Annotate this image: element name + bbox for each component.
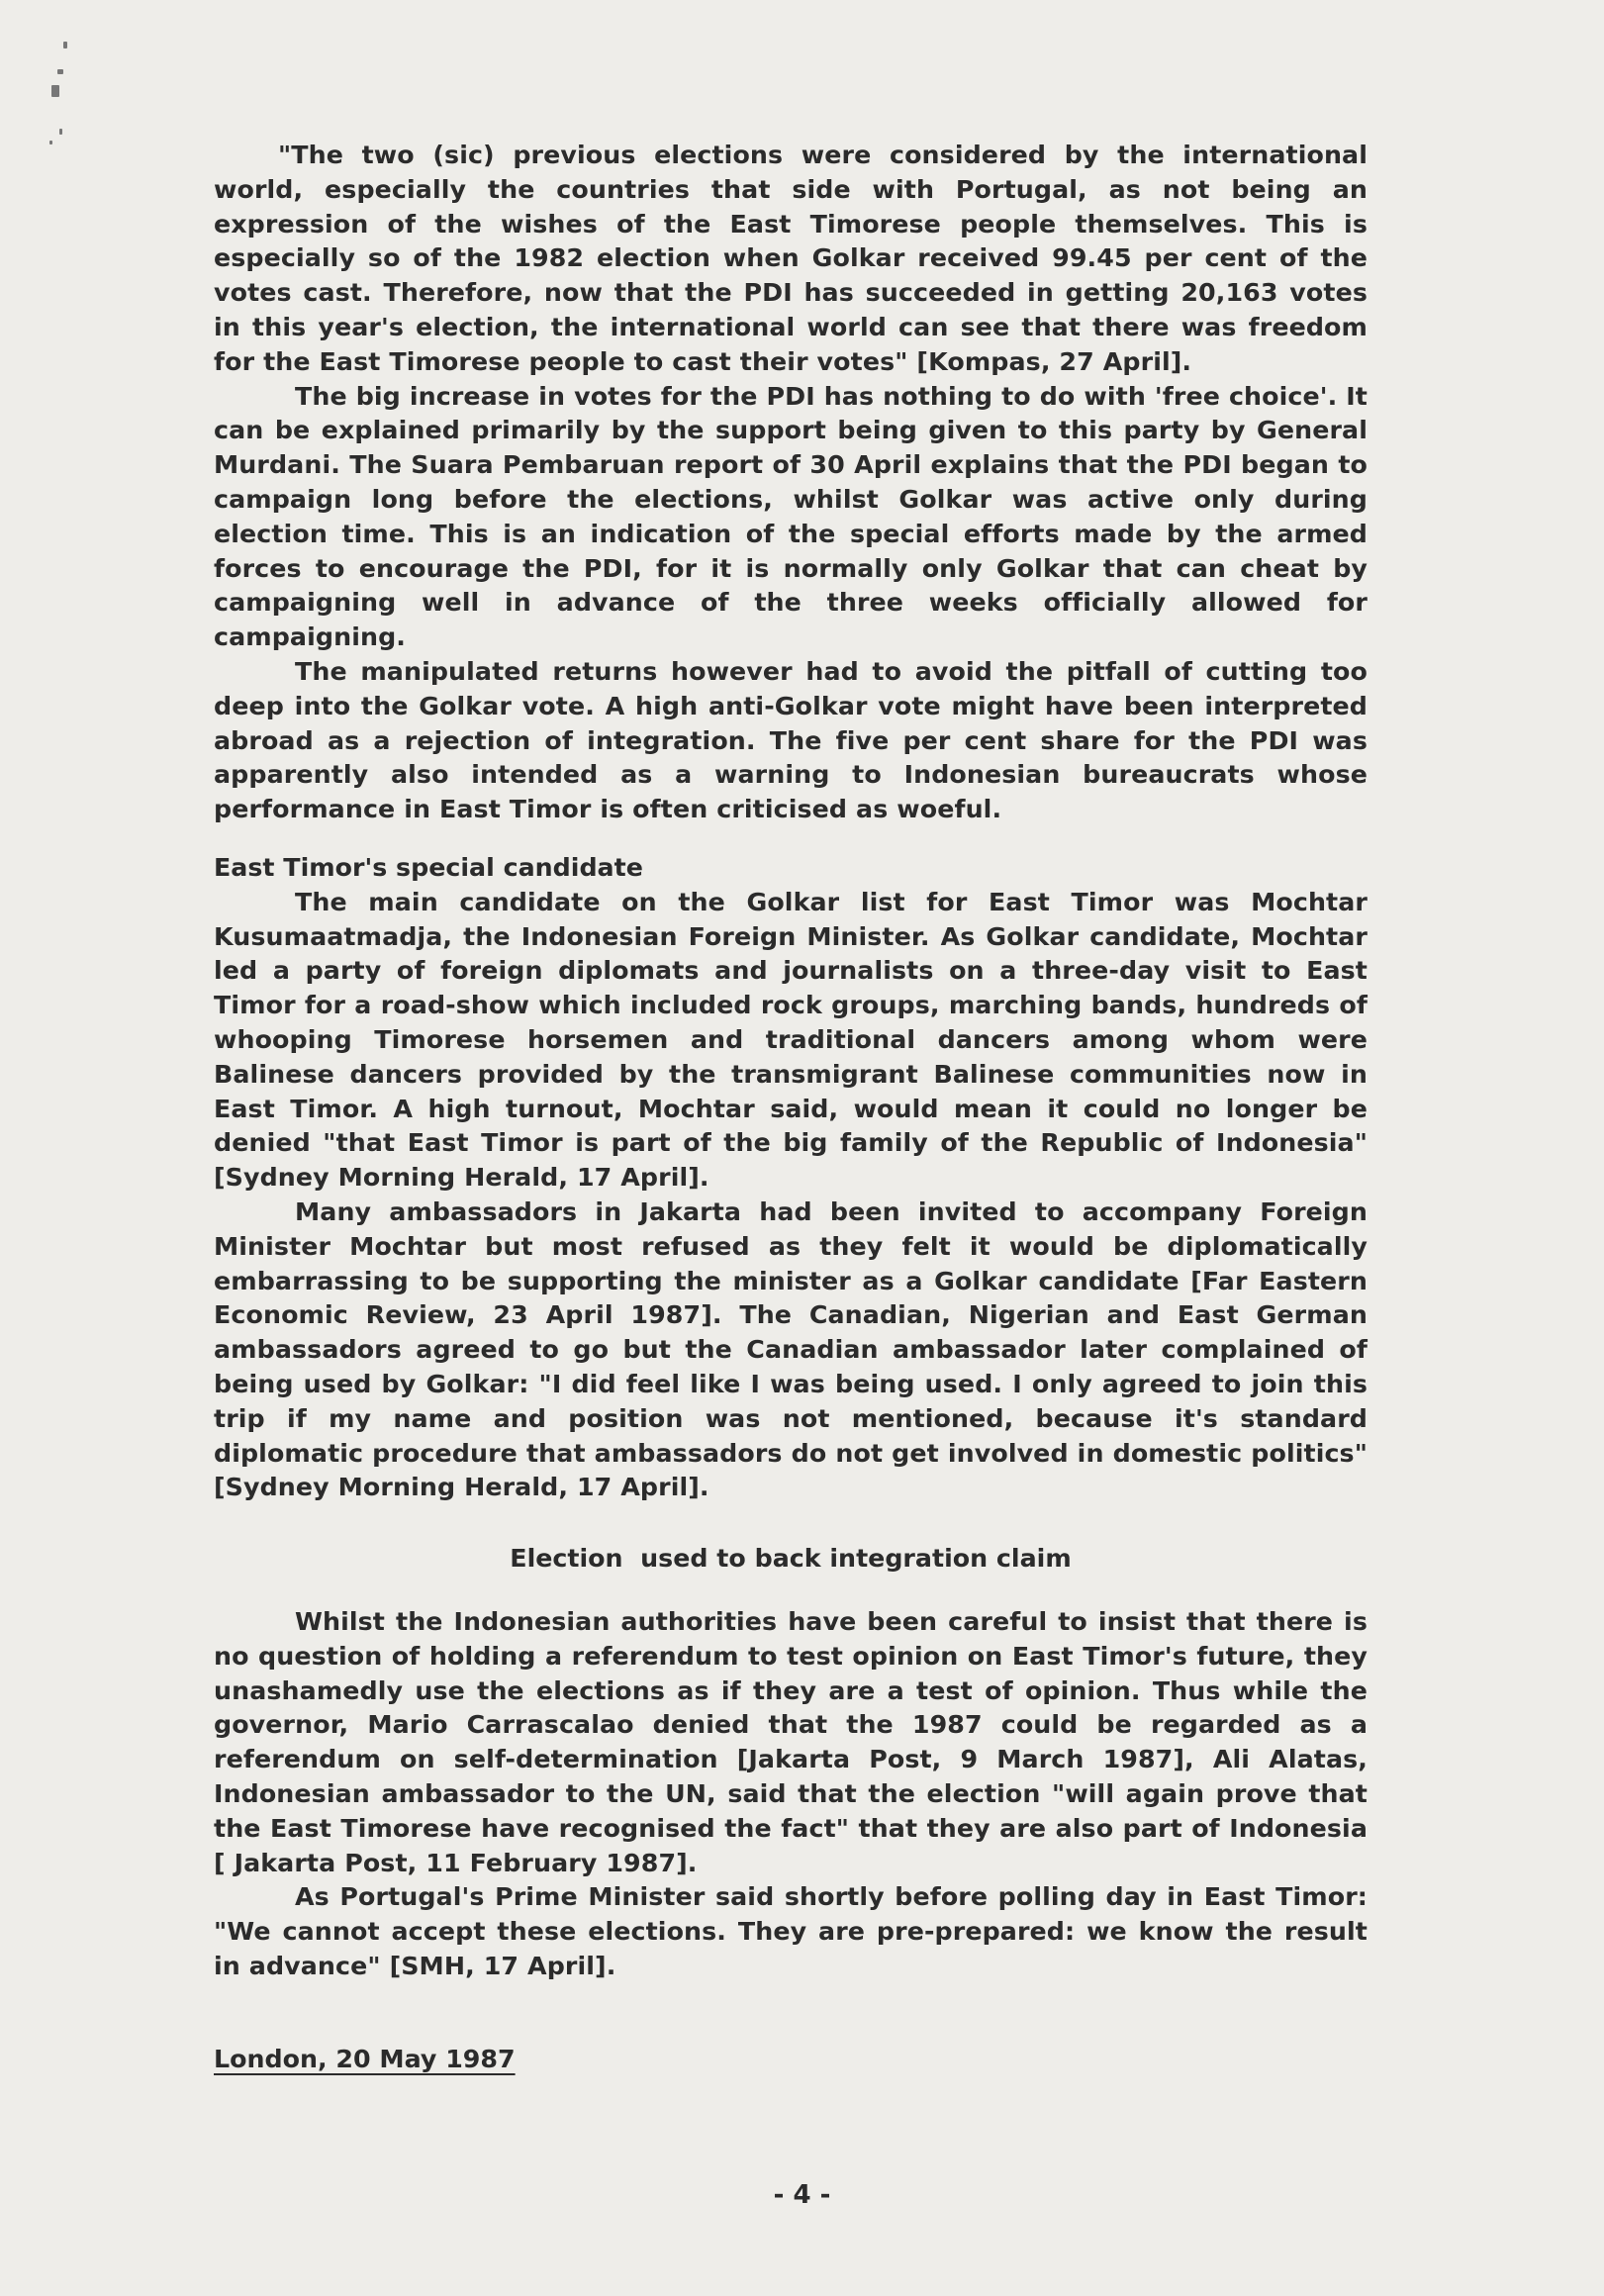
scan-speck (51, 85, 59, 97)
paragraph: Many ambassadors in Jakarta had been invited to accompany Foreign Minister Mochtar but most refused as they felt it would be diplomatically embarrassing to be supporting the minister as a Golkar candidate [Far Eastern Economic Review, 23 April 1987]. The Canadian, Nigerian and East German ambassadors agreed to go but the Canadian ambassador later complained of being used by Golkar: "I did feel like I was being used. I only agreed to join this trip if my name and position was not mentioned, because it's standard diplomatic procedure that ambassadors do not get involved in domestic politics" [Sydney Morning Herald, 17 April]. (214, 1196, 1368, 1502)
paragraph: The big increase in votes for the PDI has nothing to do with 'free choice'. It can be explained primarily by the support being given to this party by General Murdani. The Suara Pembaruan report of 30 April explains that the PDI began to campaign long before the elections, whilst Golkar was active only during election time. This is an indication of the special efforts made by the armed forces to encourage the PDI, for it is normally only Golkar that can cheat by campaigning well in advance of the three weeks officially allowed for campaigning. (214, 381, 1368, 652)
section-heading: East Timor's special candidate (214, 853, 643, 882)
paragraph: "The two (sic) previous elections were considered by the international world, especially the countries that side with Portugal, as not being an expression of the wishes of the East Timorese people themselves. This is especially so of the 1982 election when Golkar received 99.45 per cent of the votes cast. Therefore, now that the PDI has succeeded in getting 20,163 votes in this year's election, the international world can see that there was freedom for the East Timorese people to cast their votes" [Kompas, 27 April]. (214, 141, 1368, 376)
signoff-date: London, 20 May 1987 (214, 2045, 516, 2073)
center-heading-wrap (214, 1544, 1368, 1573)
scan-speck (49, 141, 52, 144)
center-heading: Election used to back integration claim (510, 1544, 1072, 1573)
scan-speck (63, 42, 67, 48)
paragraph: As Portugal's Prime Minister said shortly before polling day in East Timor: "We cannot accept these elections. They are pre-prepared: we know the result in advance" [SMH, 17 April]. (214, 1882, 1368, 1980)
paragraph: The main candidate on the Golkar list for East Timor was Mochtar Kusumaatmadja, the Indonesian Foreign Minister. As Golkar candidate, Mochtar led a party of foreign diplomats and journalists on a three-day visit to East Timor for a road-show which included rock groups, marching bands, hundreds of whooping Timorese horsemen and traditional dancers among whom were Balinese dancers provided by the transmigrant Balinese communities now in East Timor. A high turnout, Mochtar said, would mean it could no longer be denied "that East Timor is part of the big family of the Republic of Indonesia" [Sydney Morning Herald, 17 April]. (214, 887, 1368, 1193)
paragraph: The manipulated returns however had to avoid the pitfall of cutting too deep into the Golkar vote. A high anti-Golkar vote might have been interpreted abroad as a rejection of integration. The five per cent share for the PDI was apparently also intended as a warning to Indonesian bureaucrats whose performance in East Timor is often criticised as woeful. (214, 656, 1368, 824)
text-block-2 (214, 851, 1368, 1505)
scan-speck (57, 69, 63, 74)
text-block-1 (214, 139, 1368, 827)
text-block-3 (214, 1605, 1368, 1984)
scan-speck (59, 129, 62, 135)
paragraph: Whilst the Indonesian authorities have been careful to insist that there is no question of holding a referendum to test opinion on East Timor's future, they unashamedly use the elections as if they are a test of opinion. Thus while the governor, Mario Carrascalao denied that the 1987 could be regarded as a referendum on self-determination [Jakarta Post, 9 March 1987], Ali Alatas, Indonesian ambassador to the UN, said that the election "will again prove that the East Timorese have recognised the fact" that they are also part of Indonesia [ Jakarta Post, 11 February 1987]. (214, 1607, 1368, 1877)
page-number: - 4 - (773, 2180, 831, 2210)
